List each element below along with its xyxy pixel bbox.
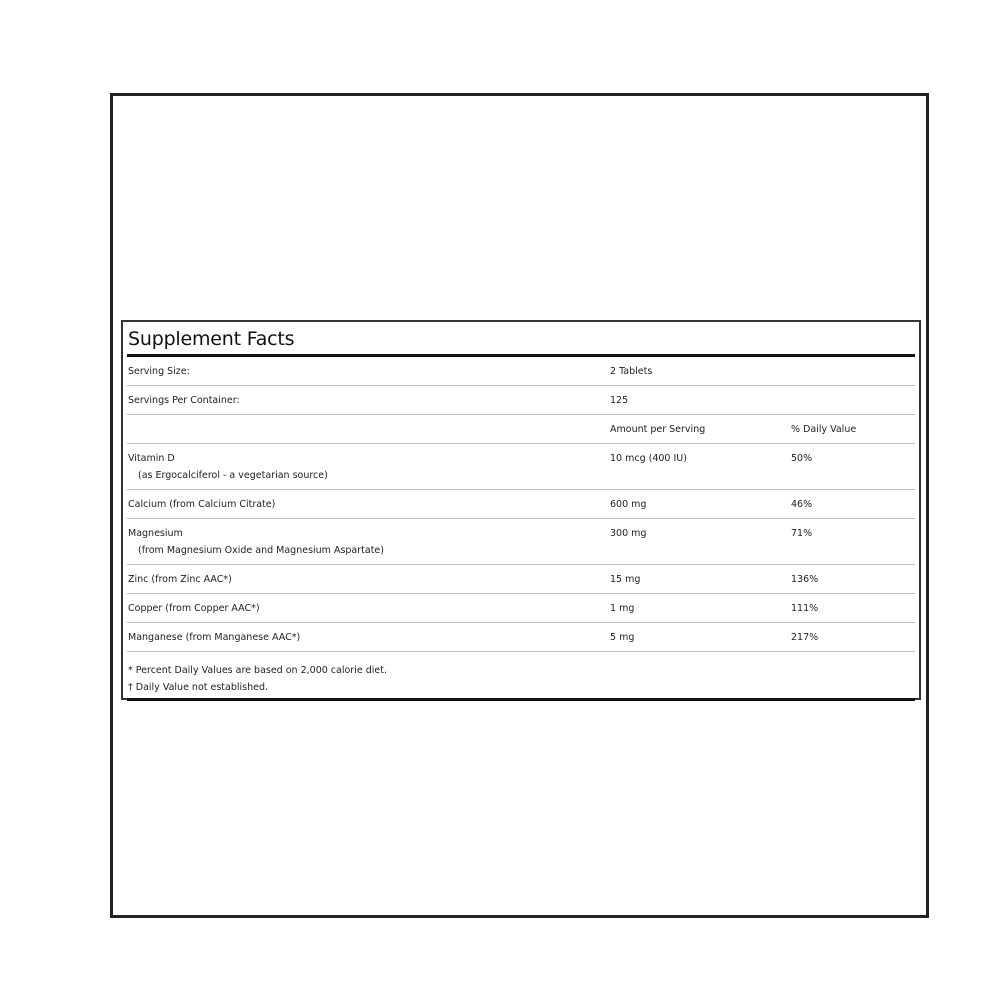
servings-per-container-value: 125 [610,395,629,406]
nutrient-amount: 10 mcg (400 IU) [610,453,687,464]
nutrient-source: (from Magnesium Oxide and Magnesium Aspartate) [138,545,384,556]
table-row-nutrient [127,623,915,652]
nutrient-amount: 15 mg [610,574,641,585]
header-empty-cell [127,415,610,444]
serving-size-label: Serving Size: [128,366,190,377]
nutrient-name: Vitamin D [128,453,175,464]
nutrient-amount: 600 mg [610,499,647,510]
nutrient-amount: 5 mg [610,632,635,643]
percent-daily-value-note: * Percent Daily Values are based on 2,000 calorie diet. [128,665,387,676]
table-row-nutrient [127,490,915,519]
footnotes [127,652,915,701]
table-row-serving-size [127,357,915,386]
table-row-header [127,415,915,444]
table-row-nutrient [127,444,915,490]
nutrient-name: Copper (from Copper AAC*) [128,603,260,614]
daily-value-not-established-note: † Daily Value not established. [128,682,269,693]
serving-size-value: 2 Tablets [610,366,653,377]
table-row-servings-per-container [127,386,915,415]
nutrient-daily-value: 50% [791,453,813,464]
nutrient-daily-value: 71% [791,528,813,539]
nutrient-name-cell [127,519,610,565]
nutrient-name-cell [127,444,610,490]
table-row-nutrient [127,594,915,623]
panel-title: Supplement Facts [127,326,915,357]
nutrient-amount: 1 mg [610,603,635,614]
nutrient-daily-value: 217% [791,632,819,643]
nutrient-name: Zinc (from Zinc AAC*) [128,574,232,585]
nutrient-name: Manganese (from Manganese AAC*) [128,632,301,643]
nutrient-source: (as Ergocalciferol - a vegetarian source) [138,470,328,481]
nutrient-amount: 300 mg [610,528,647,539]
table-row-nutrient [127,565,915,594]
nutrient-daily-value: 46% [791,499,813,510]
nutrient-daily-value: 111% [791,603,819,614]
amount-per-serving-header: Amount per Serving [610,424,706,435]
nutrient-name: Magnesium [128,528,183,539]
table-row-nutrient [127,519,915,565]
nutrient-name: Calcium (from Calcium Citrate) [128,499,276,510]
servings-per-container-label: Servings Per Container: [128,395,240,406]
nutrient-daily-value: 136% [791,574,819,585]
daily-value-header: % Daily Value [791,424,857,435]
supplement-facts-panel [121,320,921,700]
facts-table [127,357,915,652]
